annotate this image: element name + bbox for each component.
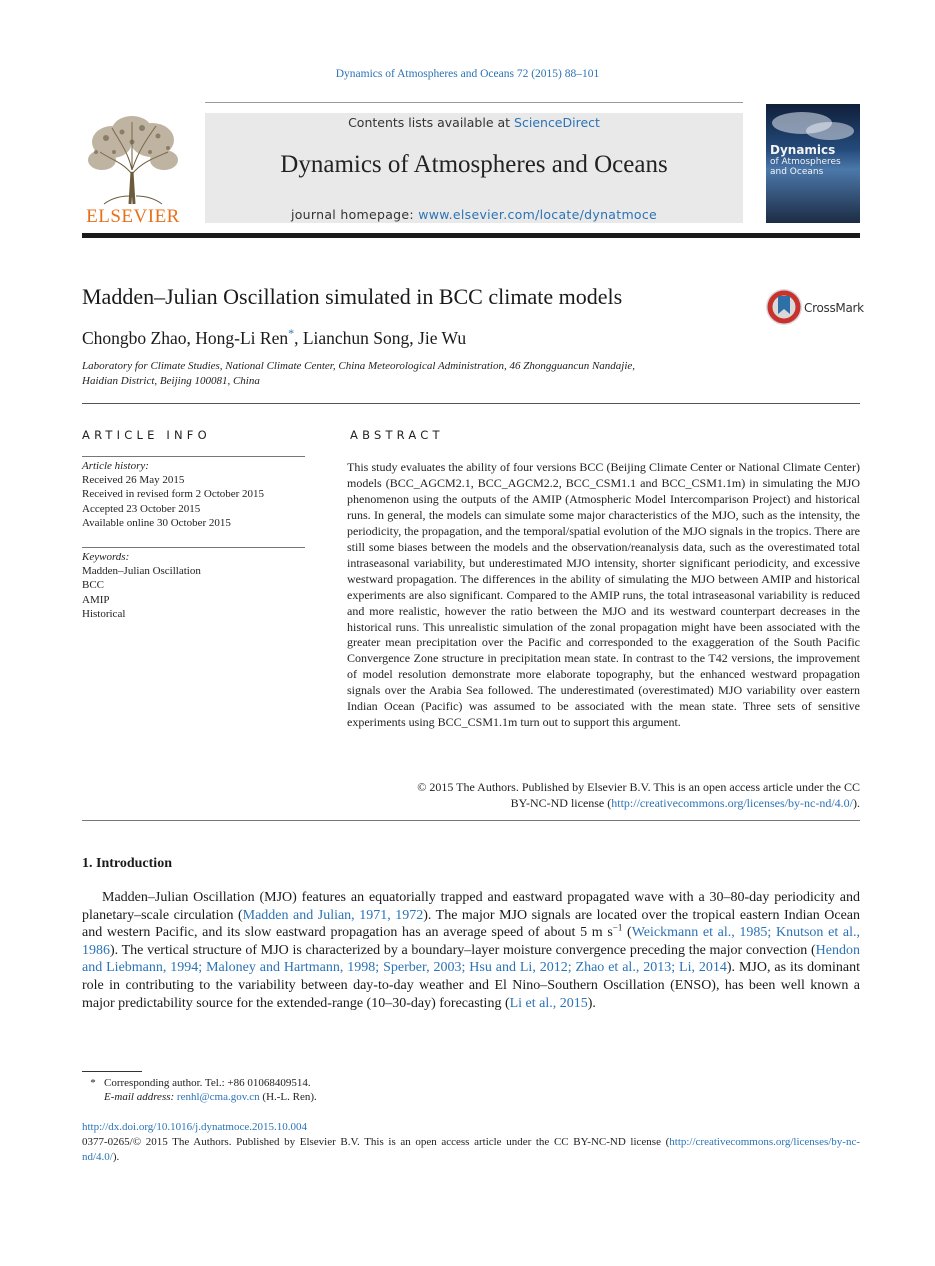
keyword-item: AMIP bbox=[82, 593, 110, 606]
intro-text: ( bbox=[622, 925, 632, 941]
abstract-rule bbox=[82, 820, 860, 821]
intro-text: ). The major MJO signals are located over the tropical eastern Indian Ocean and western Pacific, and its slow eastward propagation has an average speed of about 5 m s bbox=[82, 907, 861, 941]
authors-rest: , Lianchun Song, Jie Wu bbox=[294, 328, 467, 348]
cover-title-line: of Atmospheres bbox=[770, 157, 841, 167]
keywords-block bbox=[82, 550, 312, 621]
footnote-mark: * bbox=[90, 1077, 96, 1089]
history-revised: Received in revised form 2 October 2015 bbox=[82, 488, 265, 501]
issn-text: 0377-0265/© 2015 The Authors. Published by Elsevier B.V. This is an open access article under the CC BY-NC-ND license ( bbox=[82, 1136, 670, 1148]
article-title: Madden–Julian Oscillation simulated in BCC climate models bbox=[82, 284, 623, 309]
header-rule bbox=[205, 102, 743, 103]
license-link[interactable]: http://creativecommons.org/licenses/by-nc-nd/4.0/ bbox=[611, 795, 853, 810]
article-info-heading: ARTICLE INFO bbox=[82, 428, 211, 442]
author-list bbox=[82, 328, 466, 349]
reference-link[interactable]: Hendon and Liebmann, 1994; Maloney and Hartmann, 1998; Sperber, 2003; Hsu and Li, 2012; Zhao et al., 2013; Li, 2014 bbox=[82, 942, 860, 976]
corresponding-footnote bbox=[82, 1076, 860, 1090]
homepage-prefix: journal homepage: bbox=[290, 207, 419, 222]
intro-text: Madden–Julian Oscillation (MJO) features an equatorially trapped and eastward propagated wave with a 30–80-day periodicity and planetary–scale circulation ( bbox=[82, 890, 860, 923]
footnote-rule bbox=[82, 1071, 142, 1072]
history-label: Article history: bbox=[82, 460, 149, 472]
journal-homepage bbox=[205, 207, 743, 222]
article-history bbox=[82, 459, 312, 530]
cover-title-line: and Oceans bbox=[770, 167, 824, 177]
license-suffix: ). bbox=[853, 795, 860, 810]
license-link[interactable]: http://creativecommons.org/ bbox=[669, 1136, 794, 1148]
keyword-item: Historical bbox=[82, 607, 126, 620]
crossmark-icon bbox=[765, 287, 805, 327]
cover-title bbox=[770, 144, 858, 177]
intro-text: ). bbox=[587, 995, 596, 1011]
issn-license-line bbox=[82, 1135, 860, 1165]
history-received: Received 26 May 2015 bbox=[82, 474, 185, 487]
license-prefix: BY-NC-ND license ( bbox=[510, 795, 612, 810]
sciencedirect-link[interactable]: ScienceDirect bbox=[514, 115, 600, 130]
email-suffix: (H.-L. Ren). bbox=[259, 1091, 317, 1103]
title-rule bbox=[82, 403, 860, 404]
tree-icon bbox=[82, 112, 184, 208]
keywords-rule bbox=[82, 547, 305, 548]
contents-line bbox=[205, 115, 743, 130]
keyword-item: BCC bbox=[82, 579, 105, 592]
journal-citation[interactable]: Dynamics of Atmospheres and Oceans 72 (2015) 88–101 bbox=[335, 68, 600, 80]
corresponding-text: Corresponding author. Tel.: +86 01068409514. bbox=[104, 1077, 311, 1089]
email-label: E-mail address: bbox=[104, 1091, 177, 1103]
cover-title-line: Dynamics bbox=[770, 143, 836, 157]
journal-cover-image[interactable] bbox=[766, 104, 860, 223]
email-footnote bbox=[104, 1090, 317, 1104]
reference-link[interactable]: Weickmann et al., 1985; Knutson et al., 1986 bbox=[82, 925, 860, 958]
affiliation-line: Laboratory for Climate Studies, National Climate Center, China Meteorological Administration, 46 Zhongguancun Nandajie, bbox=[82, 360, 636, 372]
contents-prefix: Contents lists available at bbox=[348, 115, 515, 130]
copyright-line bbox=[347, 796, 860, 812]
abstract-text: This study evaluates the ability of four versions BCC (Beijing Climate Center or National Climate Center) models (BCC_AGCM2.1, BCC_AGCM2.2, BCC_CSM1.1 and BCC_CSM1.1m) in simulating the MJO phenomenon using the outputs of the AMIP (Atmospheric Model Intercomparison Project) and historical runs. In general, the models can simulate some major characteristics of the MJO, such as the intensity, the periodicity, the propagation, and the temporal/spatial evolution of the MJO signals in the tropics. There are still some biases between the models and the observation/reanalysis data, such as the overestimated total intraseasonal variability, but underestimated MJO intensity, shorter significant periodicity, and excessive westward propagation. The differences in the ability of simulating the MJO between AMIP and historical experiments are also significant. Compared to the AMIP runs, the total intraseasonal variability is reduced and more realistic, however the ratio between the MJO and its westward counterpart decreases in the historical runs. This unrealistic simulation of the zonal propagation might have been associated with the greater mean precipitation over the Pacific and corresponded to the exaggeration of the South Pacific Convergence Zone structure in precipitation mean state. In contrast to the T42 versions, the improvement of model resolution demonstrate more elaborate topography, but the enhanced westward propagation signals over the Arabia Sea followed. The underestimated (overestimated) MJO variability over eastern Indian Ocean (Pacific) was assumed to be associated with the mean state. Three sets of sensitive experiments using BCC_CSM1.1m turn out to support this argument. bbox=[347, 460, 860, 730]
article-info-rule bbox=[82, 456, 305, 457]
license-link[interactable]: licenses/by-nc-nd/4.0/ bbox=[82, 1136, 860, 1163]
homepage-link[interactable]: www.elsevier.com/locate/dynatmoce bbox=[418, 207, 658, 222]
corresponding-author-mark[interactable]: * bbox=[288, 326, 295, 341]
affiliation bbox=[82, 359, 722, 388]
section-heading-introduction: 1. Introduction bbox=[82, 856, 172, 871]
reference-link[interactable]: Madden and Julian, 1971, 1972 bbox=[242, 907, 424, 923]
introduction-paragraph bbox=[82, 889, 860, 1012]
affiliation-line: Haidian District, Beijing 100081, China bbox=[82, 374, 260, 387]
issn-end: ). bbox=[112, 1151, 120, 1163]
keyword-item: Madden–Julian Oscillation bbox=[82, 565, 201, 578]
cover-cloud bbox=[806, 122, 854, 140]
email-link[interactable]: renhl@cma.gov.cn bbox=[176, 1091, 260, 1103]
doi-link[interactable]: http://dx.doi.org/10.1016/j.dynatmoce.2015.10.004 bbox=[82, 1121, 307, 1133]
intro-text: ). MJO, as its dominant role in contributing to the variability between day-to-day weather and El Nino–Southern Oscillation (ENSO), has been well known a major predictability source for the extended-range (10–30-day) forecasting ( bbox=[82, 960, 860, 1011]
journal-title: Dynamics of Atmospheres and Oceans bbox=[280, 151, 668, 178]
superscript: −1 bbox=[612, 922, 623, 933]
authors-first: Chongbo Zhao, Hong-Li Ren bbox=[82, 328, 289, 348]
abstract-copyright bbox=[347, 780, 860, 812]
crossmark-label[interactable]: CrossMark bbox=[804, 301, 864, 315]
header-thick-rule bbox=[82, 233, 860, 238]
history-online: Available online 30 October 2015 bbox=[82, 516, 231, 529]
abstract-heading: ABSTRACT bbox=[350, 428, 444, 442]
reference-link[interactable]: Li et al., 2015 bbox=[509, 995, 588, 1011]
keywords-label: Keywords: bbox=[82, 551, 130, 563]
copyright-line: © 2015 The Authors. Published by Elsevier B.V. This is an open access article under the CC bbox=[417, 780, 860, 794]
elsevier-wordmark: ELSEVIER bbox=[86, 206, 180, 227]
intro-text: ). The vertical structure of MJO is characterized by a boundary–layer moisture convergence preceding the major convection ( bbox=[110, 942, 816, 958]
history-accepted: Accepted 23 October 2015 bbox=[82, 502, 201, 515]
